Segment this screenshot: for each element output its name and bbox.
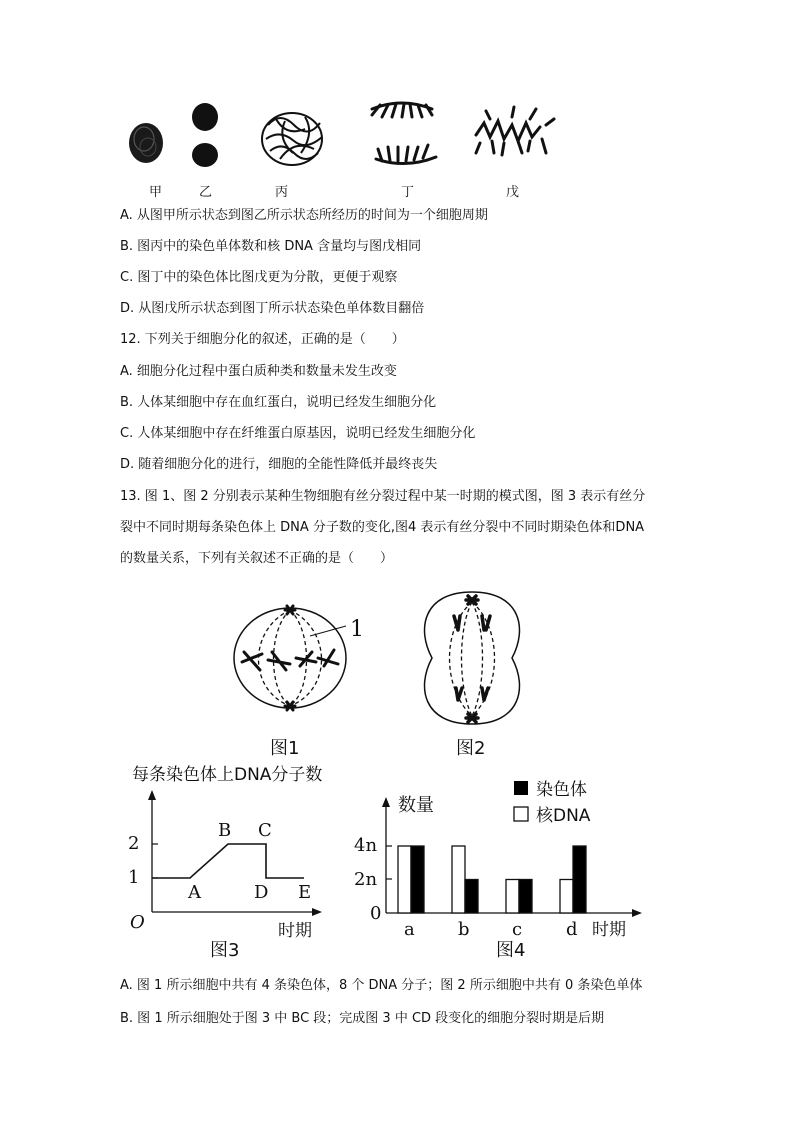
q12-stem: 12. 下列关于细胞分化的叙述，正确的是（ ）: [120, 332, 405, 347]
figure-4-xtick-d: d: [566, 919, 578, 940]
figure-4-bar-a-chromosome: [411, 846, 424, 913]
legend-label-chromosome: 染色体: [536, 780, 587, 800]
figure-3-y-arrow: [148, 790, 156, 800]
figure-3-point-label-b: B: [218, 820, 232, 841]
cell-ding-image: [372, 103, 436, 164]
q11-option-b: B. 图丙中的染色单体数和核 DNA 含量均与图戊相同: [120, 239, 422, 254]
figure-4-bar-c-chromosome: [519, 880, 532, 914]
figure-4-bar-d-nuclear-dna: [560, 880, 573, 914]
q12-option-c: C. 人体某细胞中存在纤维蛋白原基因，说明已经发生细胞分化: [120, 426, 476, 441]
figure-4-x-arrow: [632, 909, 642, 917]
figure-3-origin: O: [130, 912, 145, 933]
figure-2-caption: 图2: [456, 738, 486, 759]
figure-3-x-arrow: [312, 908, 322, 916]
q11-option-c: C. 图丁中的染色体比图戊更为分散，更便于观察: [120, 270, 398, 285]
figure-4-bar-a-nuclear-dna: [398, 846, 411, 913]
figure-4-bar-c-nuclear-dna: [506, 880, 519, 914]
q13-stem-line-1: 13. 图 1、图 2 分别表示某种生物细胞有丝分裂过程中某一时期的模式图，图 3 表示有丝分: [120, 489, 646, 504]
legend-swatch-chromosome: [514, 781, 528, 795]
figure-3-point-label-a: A: [188, 882, 201, 903]
figure-1-caption: 图1: [270, 738, 300, 759]
figure-4-xtick-a: a: [404, 919, 415, 940]
cell-bing-image: [262, 113, 322, 165]
q12-option-a: A. 细胞分化过程中蛋白质种类和数量未发生改变: [120, 364, 397, 379]
q13-stem-line-3: 的数量关系，下列有关叙述不正确的是（ ）: [120, 551, 394, 566]
figure-4-y-arrow: [382, 797, 390, 807]
cell-images-row: [110, 95, 570, 175]
figure-3-point-label-c: C: [258, 820, 272, 841]
figure-3-ytick-1: 1: [128, 867, 140, 888]
cell-jia-image: [129, 123, 163, 163]
q13-option-a: A. 图 1 所示细胞中共有 4 条染色体，8 个 DNA 分子；图 2 所示细胞中共有 0 条染色单体: [120, 978, 643, 993]
figure-3-ylabel: 每条染色体上DNA分子数: [132, 765, 323, 785]
figure-3-xlabel: 时期: [278, 921, 312, 941]
figure-4-caption: 图4: [496, 940, 526, 961]
q13-option-b: B. 图 1 所示细胞处于图 3 中 BC 段；完成图 3 中 CD 段变化的细胞分裂时期是后期: [120, 1011, 605, 1026]
figure-3-ytick-2: 2: [128, 833, 140, 854]
figure-4-ytick-0: 0: [370, 903, 382, 924]
figure-4-chart: [352, 775, 652, 960]
cell-label-bing: 丙: [275, 185, 289, 200]
cell-wu-image: [476, 107, 554, 155]
figure-1-diagram: [228, 600, 378, 720]
figure-4-bar-b-chromosome: [465, 880, 478, 914]
figure-4-xlabel: 时期: [592, 920, 626, 940]
figure-4-ylabel: 数量: [398, 795, 434, 816]
cell-label-yi: 乙: [199, 185, 213, 200]
figure-3-series-line: [152, 844, 304, 878]
figure-4-ytick-2n: 2n: [354, 869, 378, 890]
figure-4-bar-b-nuclear-dna: [452, 846, 465, 913]
q13-stem-line-2: 裂中不同时期每条染色体上 DNA 分子数的变化,图4 表示有丝分裂中不同时期染色体和DNA: [120, 520, 645, 535]
figure-3-caption: 图3: [210, 940, 240, 961]
cell-yi-image: [192, 103, 218, 167]
q11-option-a: A. 从图甲所示状态到图乙所示状态所经历的时间为一个细胞周期: [120, 208, 488, 223]
q12-option-d: D. 随着细胞分化的进行，细胞的全能性降低并最终丧失: [120, 457, 438, 472]
cell-label-ding: 丁: [401, 185, 415, 200]
figure-2-diagram: [414, 588, 534, 728]
figure-3-point-label-d: D: [254, 882, 269, 903]
figure-3-point-label-e: E: [298, 882, 312, 903]
figure-4-bar-d-chromosome: [573, 846, 586, 913]
legend-swatch-nuclear-dna: [514, 807, 528, 821]
legend-label-nuclear-dna: 核DNA: [536, 806, 591, 826]
figure-3-chart: [120, 760, 340, 960]
figure-1-pointer-label: 1: [350, 617, 364, 642]
cell-label-jia: 甲: [149, 185, 163, 200]
figure-4-xtick-c: c: [512, 919, 523, 940]
q12-option-b: B. 人体某细胞中存在血红蛋白，说明已经发生细胞分化: [120, 395, 437, 410]
figure-4-xtick-b: b: [458, 919, 470, 940]
figure-4-ytick-4n: 4n: [354, 835, 378, 856]
q11-option-d: D. 从图戊所示状态到图丁所示状态染色单体数目翻倍: [120, 301, 425, 316]
cell-label-wu: 戊: [506, 185, 520, 200]
